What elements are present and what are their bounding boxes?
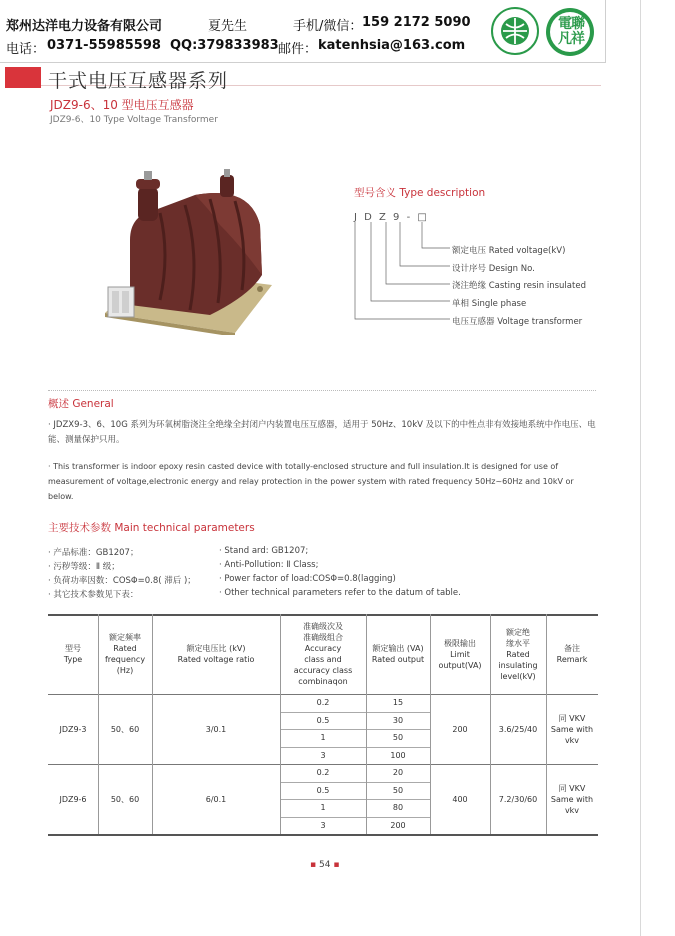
table-cell-insulation-level: 3.6/25/40 [498, 724, 538, 734]
technical-parameters-table [48, 614, 598, 834]
table-column-line [366, 614, 367, 834]
page-title: 干式电压互感器系列 [48, 70, 229, 92]
page-number-dot-left: ▪ [310, 860, 317, 870]
contact-name: 夏先生 [208, 19, 248, 34]
table-header-cell: 备注 Remark [556, 644, 588, 664]
table-column-line [280, 614, 281, 834]
table-cell-limit-output: 400 [452, 794, 468, 804]
mobile-number: 159 2172 5090 [362, 15, 471, 30]
table-column-line [546, 614, 547, 834]
table-row-line [280, 817, 430, 818]
params-title: 主要技术参数 Main technical parameters [48, 522, 255, 534]
table-cell-rated-output: 20 [392, 768, 404, 778]
table-cell-type: JDZ9-6 [59, 794, 87, 804]
type-code: J D Z 9 - □ [354, 212, 429, 223]
table-cell-limit-output: 200 [452, 724, 468, 734]
param-cn-power-factor: · 负荷功率因数：COSΦ=0.8( 滞后 )； [48, 576, 196, 586]
general-text-cn: · JDZX9-3、6、10G 系列为环氧树脂浇注全绝缘全封闭户内装置电压互感器，适用于 50Hz、10kV 及以下的中性点非有效接地系统中作电压、电能、测量保护只用。 [48, 420, 596, 445]
table-row-line [280, 729, 430, 730]
table-cell-rated-output: 30 [392, 715, 404, 725]
table-cell-frequency: 50、60 [110, 724, 140, 734]
table-header-cell: 型号 Type [63, 644, 83, 664]
table-row-line [280, 747, 430, 748]
table-cell-accuracy: 3 [320, 750, 326, 760]
section-divider [48, 390, 596, 391]
product-title-cn: JDZ9-6、10 型电压互感器 [50, 98, 194, 112]
page-number-value: 54 [318, 860, 331, 870]
table-header-cell: 额定输出 (VA) Rated output [371, 644, 425, 664]
table-column-line [98, 614, 99, 834]
table-cell-accuracy: 0.2 [316, 698, 330, 708]
table-cell-frequency: 50、60 [110, 794, 140, 804]
table-cell-accuracy: 3 [320, 820, 326, 830]
table-column-line [490, 614, 491, 834]
contact-header [0, 0, 606, 63]
phone-label: 电话： [6, 42, 46, 57]
email-address: katenhsia@163.com [318, 38, 466, 53]
type-item-rated-voltage: 额定电压 Rated voltage(kV) [452, 246, 566, 256]
table-header-cell: 额定绝 缘水平 Rated insulating level(kV) [498, 627, 538, 681]
title-accent-bar [5, 67, 41, 88]
param-en-standard: · Stand ard: GB1207; [219, 546, 309, 556]
table-cell-accuracy: 0.5 [316, 785, 330, 795]
table-cell-rated-output: 50 [392, 785, 404, 795]
table-cell-accuracy: 0.5 [316, 715, 330, 725]
page-number-dot-right: ▪ [333, 860, 340, 870]
param-en-power-factor: · Power factor of load:COSΦ=0.8(lagging) [219, 574, 396, 584]
product-title-en: JDZ9-6、10 Type Voltage Transformer [50, 115, 218, 125]
type-item-casting-resin: 浇注绝缘 Casting resin insulated [452, 281, 586, 291]
company-name: 郑州达洋电力设备有限公司 [6, 19, 163, 34]
table-column-line [430, 614, 431, 834]
table-cell-rated-output: 80 [392, 803, 404, 813]
type-item-voltage-transformer: 电压互感器 Voltage transformer [452, 317, 583, 327]
page-number [310, 860, 339, 870]
param-cn-standard: · 产品标准：GB1207； [48, 548, 139, 558]
email-label: 邮件： [278, 42, 318, 57]
table-cell-accuracy: 0.2 [316, 768, 330, 778]
param-en-other: · Other technical parameters refer to the datum of table. [219, 588, 461, 598]
brand-logo-text: 電聯凡祥 [558, 16, 584, 47]
table-header-cell: 准确级次及 准确级组合 Accuracy class and accuracy class combinaqon [293, 622, 353, 686]
table-cell-voltage-ratio: 3/0.1 [205, 724, 227, 734]
mobile-label: 手机/微信： [293, 19, 363, 34]
transformer-image [100, 165, 275, 335]
table-cell-accuracy: 1 [320, 803, 326, 813]
general-title: 概述 General [48, 398, 114, 410]
general-text-en: · This transformer is indoor epoxy resin casted device with totally-enclosed structure and full insulation.It is designed for use of measurement of voltage,electronic energy and relay protection in the power system with rated frequency 50Hz~60Hz and 10kV or below. [48, 462, 574, 501]
type-description-title: 型号含义 Type description [354, 187, 486, 199]
table-cell-accuracy: 1 [320, 733, 326, 743]
table-row-line [280, 782, 430, 783]
table-cell-type: JDZ9-3 [59, 724, 87, 734]
table-cell-rated-output: 100 [390, 750, 406, 760]
table-header-cell: 额定电压比 (kV) Rated voltage ratio [177, 644, 255, 664]
param-cn-pollution: · 污秽等级：Ⅱ 级； [48, 562, 120, 572]
table-cell-rated-output: 200 [390, 820, 406, 830]
table-row-line [280, 712, 430, 713]
param-cn-other: · 其它技术参数见下表： [48, 590, 139, 600]
table-cell-rated-output: 50 [392, 733, 404, 743]
table-header-cell: 极限输出 Limit output(VA) [438, 638, 482, 670]
type-item-design-no: 设计序号 Design No. [452, 264, 535, 274]
table-cell-insulation-level: 7.2/30/60 [498, 794, 538, 804]
type-code-leader-lines [350, 220, 460, 330]
qq-number: QQ:379833983 [170, 38, 279, 53]
table-header-cell: 额定频率 Rated frequency (Hz) [104, 633, 146, 675]
phone-number: 0371-55985598 [47, 38, 161, 53]
param-en-pollution: · Anti-Pollution: Ⅱ Class; [219, 560, 319, 570]
table-bottom-border [48, 834, 598, 836]
table-column-line [152, 614, 153, 834]
type-item-single-phase: 单相 Single phase [452, 299, 527, 309]
table-cell-rated-output: 15 [392, 698, 404, 708]
table-cell-remark: 同 VKV Same with vkv [550, 713, 594, 745]
table-cell-remark: 同 VKV Same with vkv [550, 783, 594, 815]
table-cell-voltage-ratio: 6/0.1 [205, 794, 227, 804]
table-top-border [48, 614, 598, 616]
page-edge-line [640, 0, 641, 936]
grid-logo-icon [490, 6, 540, 56]
table-row-line [280, 799, 430, 800]
